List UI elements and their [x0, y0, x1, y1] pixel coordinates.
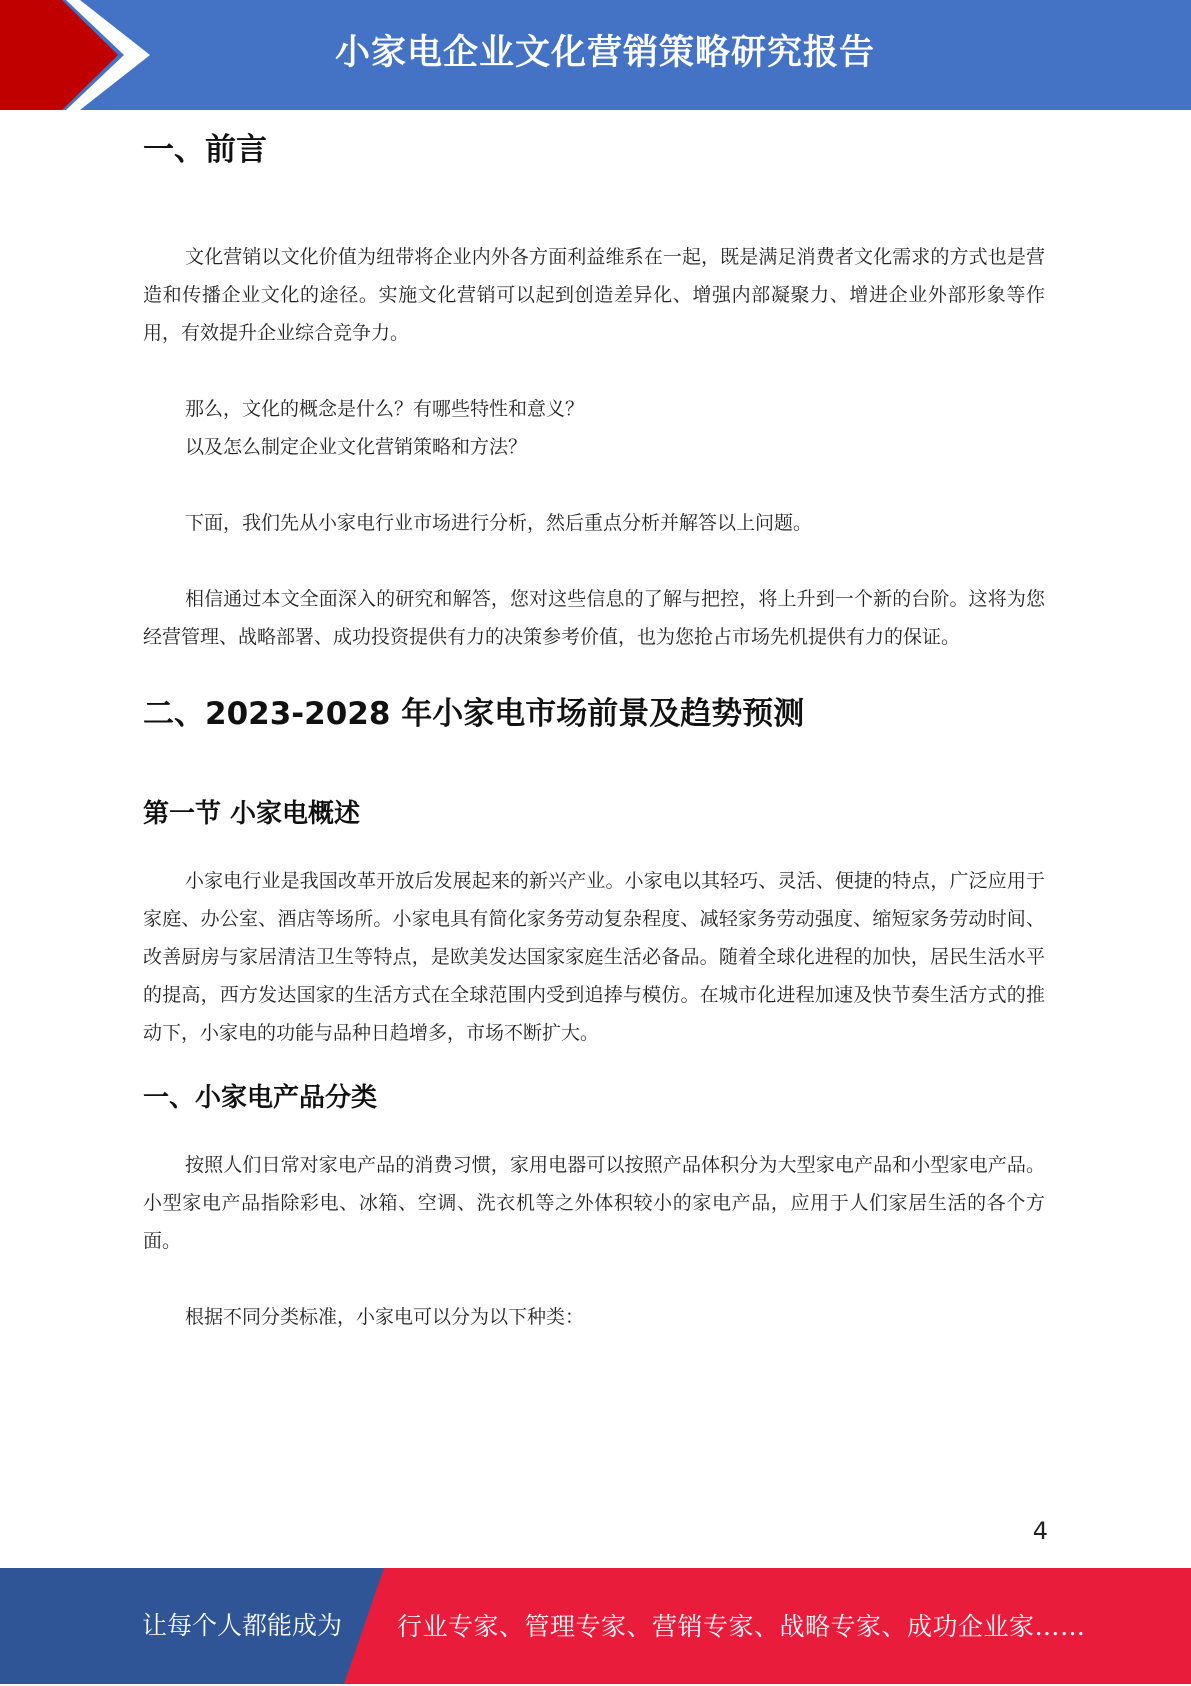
section-heading-forecast: 二、2023-2028 年小家电市场前景及趋势预测	[143, 696, 805, 732]
page-content	[143, 130, 1045, 1336]
subheading-classification: 一、小家电产品分类	[143, 1083, 378, 1113]
paragraph-classification: 按照人们日常对家电产品的消费习惯，家用电器可以按照产品体积分为大型家电产品和小型家电产品。小型家电产品指除彩电、冰箱、空调、洗衣机等之外体积较小的家电产品，应用于人们家居生活的各个方面。	[143, 1154, 1045, 1252]
paragraph-value: 相信通过本文全面深入的研究和解答，您对这些信息的了解与把控，将上升到一个新的台阶。这将为您经营管理、战略部署、成功投资提供有力的决策参考价值，也为您抢占市场先机提供有力的保证。	[143, 588, 1045, 648]
header-bar	[0, 0, 1191, 110]
section-heading-preface: 一、前言	[143, 132, 267, 168]
page-number: 4	[1032, 1517, 1048, 1545]
footer-banner	[0, 1568, 1191, 1684]
question-line-2: 以及怎么制定企业文化营销策略和方法？	[185, 436, 528, 458]
report-title: 小家电企业文化营销策略研究报告	[334, 33, 875, 73]
footer-slogan-left: 让每个人都能成为	[142, 1611, 343, 1640]
footer-slogan-right: 行业专家、管理专家、营销专家、战略专家、成功企业家……	[397, 1612, 1086, 1641]
subheading-overview: 第一节 小家电概述	[143, 799, 361, 829]
paragraph-overview: 小家电行业是我国改革开放后发展起来的新兴产业。小家电以其轻巧、灵活、便捷的特点，广泛应用于家庭、办公室、酒店等场所。小家电具有简化家务劳动复杂程度、减轻家务劳动强度、缩短家务劳动时间、改善厨房与家居清洁卫生等特点，是欧美发达国家家庭生活必备品。随着全球化进程的加快，居民生活水平的提高，西方发达国家的生活方式在全球范围内受到追捧与模仿。在城市化进程加速及快节奏生活方式的推动下，小家电的功能与品种日趋增多，市场不断扩大。	[143, 870, 1045, 1044]
paragraph-categories: 根据不同分类标准，小家电可以分为以下种类：	[185, 1306, 585, 1328]
paragraph-transition: 下面，我们先从小家电行业市场进行分析，然后重点分析并解答以上问题。	[185, 512, 813, 534]
header-arrow-decoration	[0, 0, 160, 110]
paragraph-intro: 文化营销以文化价值为纽带将企业内外各方面利益维系在一起，既是满足消费者文化需求的方式也是营造和传播企业文化的途径。实施文化营销可以起到创造差异化、增强内部凝聚力、增进企业外部形象等作用，有效提升企业综合竞争力。	[143, 246, 1045, 344]
question-line-1: 那么，文化的概念是什么？有哪些特性和意义？	[185, 398, 585, 420]
